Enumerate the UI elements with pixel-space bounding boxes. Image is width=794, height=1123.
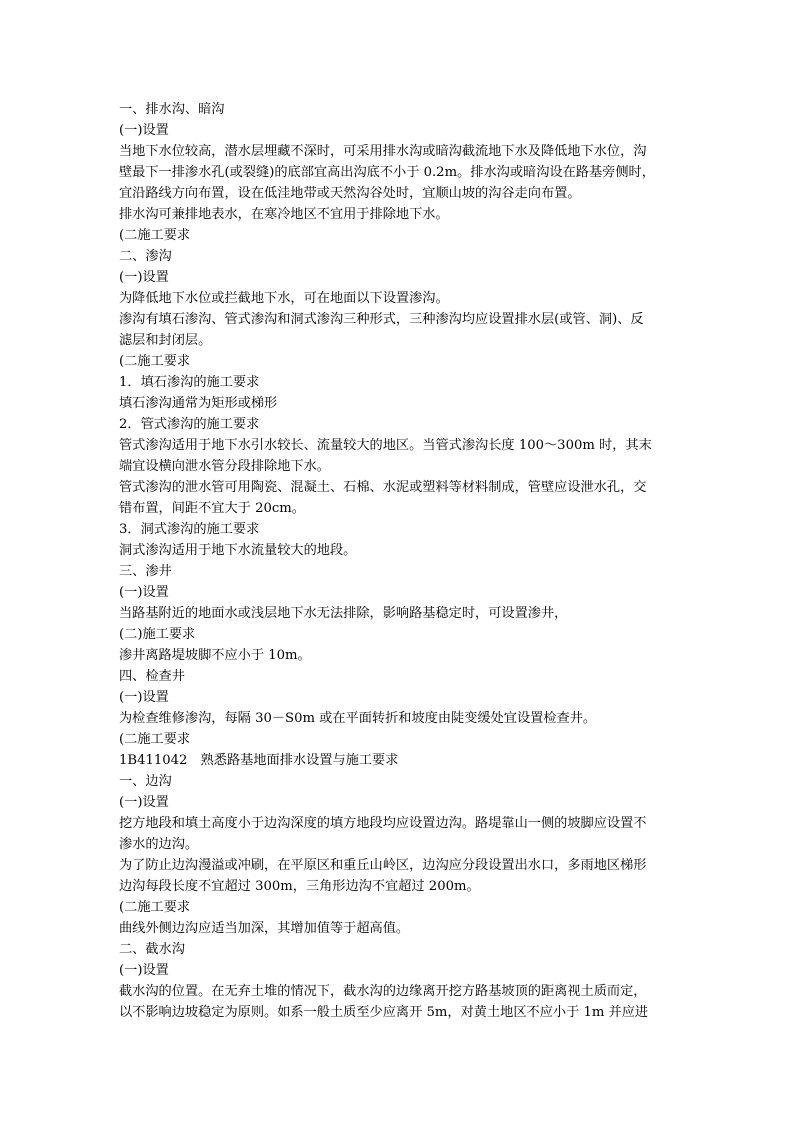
text-line: 渗沟有填石渗沟、管式渗沟和洞式渗沟三种形式，三种渗沟均应设置排水层(或管、洞)、反 bbox=[119, 312, 644, 327]
text-line: 四、检查井 bbox=[119, 669, 185, 684]
text-line: (一)设置 bbox=[119, 795, 169, 810]
text-line: (一)设置 bbox=[119, 123, 169, 138]
text-line: 3．洞式渗沟的施工要求 bbox=[119, 522, 260, 537]
text-line: (一)设置 bbox=[119, 690, 169, 705]
text-line: 错布置，间距不宜大于 20cm。 bbox=[119, 501, 305, 516]
text-line: 边沟每段长度不宜超过 300m，三角形边沟不宜超过 200m。 bbox=[119, 879, 480, 894]
text-line: 滤层和封闭层。 bbox=[119, 333, 212, 348]
text-line: (一)设置 bbox=[119, 585, 169, 600]
text-line: 渗井离路堤坡脚不应小于 10m。 bbox=[119, 648, 311, 663]
text-line: 以不影响边坡稳定为原则。如系一般土质至少应离开 5m，对黄土地区不应小于 1m 并应进 bbox=[119, 1005, 649, 1020]
text-line: (二施工要求 bbox=[119, 732, 191, 747]
text-line: 一、边沟 bbox=[119, 774, 172, 789]
text-line: (二施工要求 bbox=[119, 900, 191, 915]
text-line: 当路基附近的地面水或浅层地下水无法排除，影响路基稳定时，可设置渗井， bbox=[119, 606, 568, 621]
text-line: 1B411042 熟悉路基地面排水设置与施工要求 bbox=[119, 753, 399, 768]
text-line: (二施工要求 bbox=[119, 354, 191, 369]
document-body bbox=[119, 99, 689, 1023]
text-line: 管式渗沟适用于地下水引水较长、流量较大的地区。当管式渗沟长度 100～300m 时，其末 bbox=[119, 438, 652, 453]
text-line: (一)设置 bbox=[119, 963, 169, 978]
text-line: 为降低地下水位或拦截地下水，可在地面以下设置渗沟。 bbox=[119, 291, 449, 306]
text-line: 填石渗沟通常为矩形或梯形 bbox=[119, 396, 278, 411]
text-line: (一)设置 bbox=[119, 270, 169, 285]
text-line: 洞式渗沟适用于地下水流量较大的地段。 bbox=[119, 543, 357, 558]
text-line: 1．填石渗沟的施工要求 bbox=[119, 375, 260, 390]
text-line: 为检查维修渗沟，每隔 30－S0m 或在平面转折和坡度由陡变缓处宜设置检查井。 bbox=[119, 711, 597, 726]
text-line: (二施工要求 bbox=[119, 228, 191, 243]
text-line: 二、渗沟 bbox=[119, 249, 172, 264]
text-line: 排水沟可兼排地表水，在寒冷地区不宜用于排除地下水。 bbox=[119, 207, 449, 222]
text-line: 管式渗沟的泄水管可用陶瓷、混凝土、石棉、水泥或塑料等材料制成，管壁应设泄水孔，交 bbox=[119, 480, 647, 495]
text-line: 挖方地段和填土高度小于边沟深度的填方地段均应设置边沟。路堤靠山一侧的坡脚应设置不 bbox=[119, 816, 647, 831]
text-line: 壁最下一排渗水孔(或裂缝)的底部宜高出沟底不小于 0.2m。排水沟或暗沟设在路基旁侧时， bbox=[119, 165, 655, 180]
text-line: 二、截水沟 bbox=[119, 942, 185, 957]
text-line: (二)施工要求 bbox=[119, 627, 196, 642]
text-line: 曲线外侧边沟应适当加深，其增加值等于超高值。 bbox=[119, 921, 410, 936]
text-line: 渗水的边沟。 bbox=[119, 837, 199, 852]
text-line: 端宜设横向泄水管分段排除地下水。 bbox=[119, 459, 330, 474]
text-line: 宜沿路线方向布置，设在低洼地带或天然沟谷处时，宜顺山坡的沟谷走向布置。 bbox=[119, 186, 581, 201]
text-line: 当地下水位较高，潜水层埋藏不深时，可采用排水沟或暗沟截流地下水及降低地下水位，沟 bbox=[119, 144, 647, 159]
text-line: 为了防止边沟漫溢或冲刷，在平原区和重丘山岭区，边沟应分段设置出水口，多雨地区梯形 bbox=[119, 858, 647, 873]
text-line: 截水沟的位置。在无弃土堆的情况下，截水沟的边缘离开挖方路基坡顶的距离视土质而定， bbox=[119, 984, 647, 999]
text-line: 一、排水沟、暗沟 bbox=[119, 102, 225, 117]
text-line: 三、渗井 bbox=[119, 564, 172, 579]
text-line: 2．管式渗沟的施工要求 bbox=[119, 417, 260, 432]
